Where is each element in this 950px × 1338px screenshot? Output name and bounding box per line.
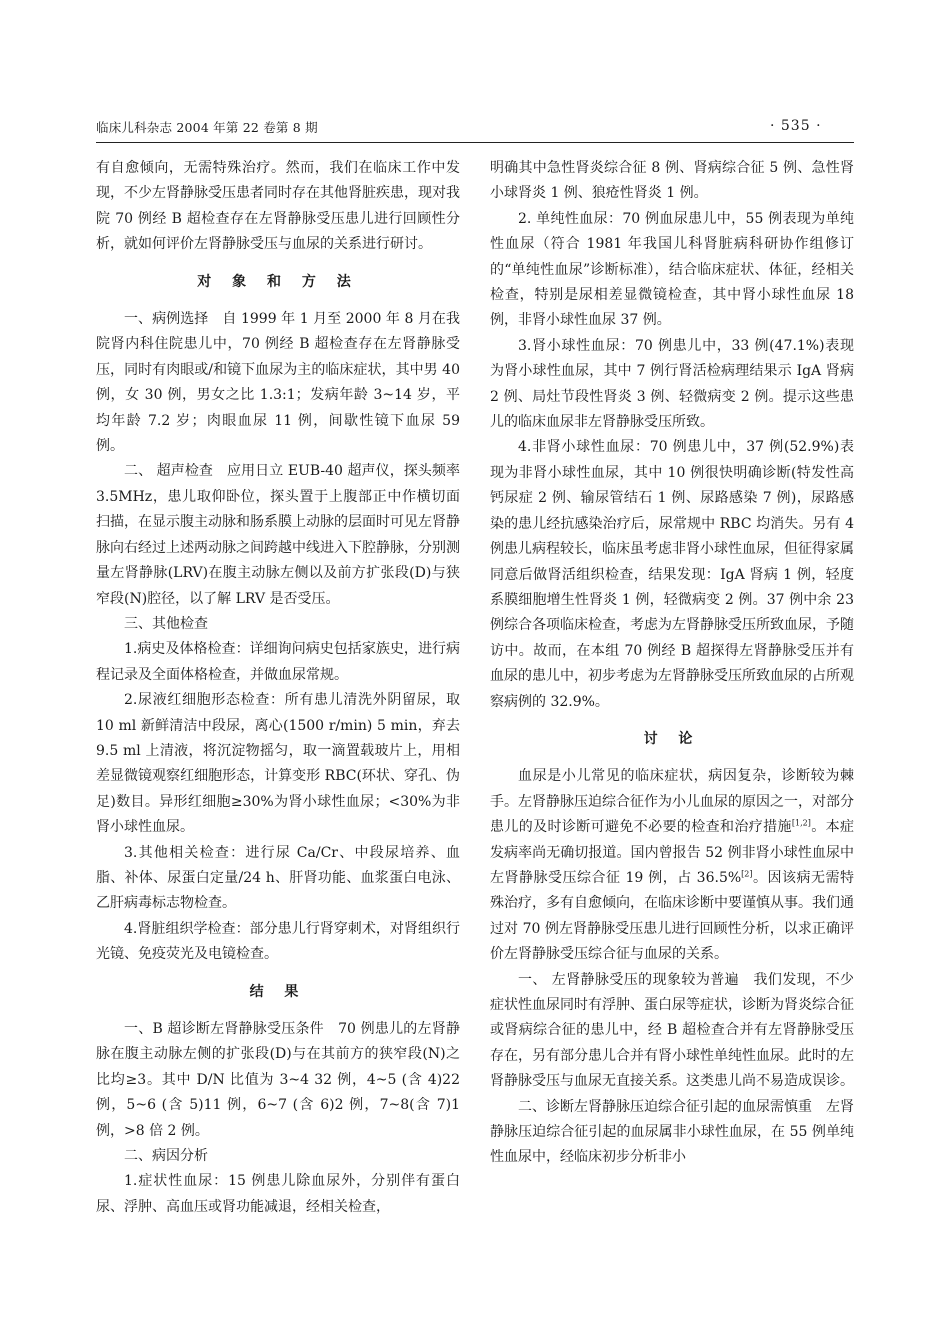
paragraph: 血尿是小儿常见的临床症状，病因复杂，诊断较为棘手。左肾静脉压迫综合征作为小儿血尿的原因之一，对部分患儿的及时诊断可避免不必要的检查和治疗措施[1,2]。本症发病率尚无确切报道。国内曾报告 52 例非肾小球性血尿中左肾静脉受压综合征 19 例，占 36.5%[2]。因该病无需特殊治疗，多有自愈倾向，在临床诊断中要谨慎从事。我们通过对 70 例左肾静脉受压患儿进行回顾性分析，以求正确评价左肾静脉受压综合征与血尿的关系。 (490, 768, 855, 963)
paragraph: 1.症状性血尿：15 例患儿除血尿外，分别伴有蛋白尿、浮肿、高血压或肾功能减退，经相关检查， (96, 1173, 460, 1215)
paragraph: 4.非肾小球性血尿：70 例患儿中，37 例(52.9%)表现为非肾小球性血尿，其中 10 例很快明确诊断(特发性高钙尿症 2 例、输尿管结石 1 例、尿路感染 7 例)，尿路感染的患儿经抗感染治疗后，尿常规中 RBC 均消失。另有 4 例患儿病程较长，临床虽考虑非肾小球性血尿，但征得家属同意后做肾活组织检查，结果发现：IgA 肾病 1 例，轻度系膜细胞增生性肾炎 1 例，轻微病变 2 例。37 例中余 23 例综合各项临床检查，考虑为左肾静脉受压所致血尿，予随访中。故而，在本组 70 例经 B 超探得左肾静脉受压并有血尿的患儿中，初步考虑为左肾静脉受压所致血尿的占所观察病例的 32.9%。 (490, 439, 854, 710)
journal-header: 临床儿科杂志 2004 年第 22 卷第 8 期 (96, 120, 318, 135)
paragraph: 4.肾脏组织学检查：部分患儿行肾穿刺术，对肾组织行光镜、免疫荧光及电镜检查。 (96, 920, 460, 963)
paragraph: 三、其他检查 (124, 615, 208, 632)
section-heading: 对 象 和 方 法 (197, 273, 359, 290)
paragraph: 有自愈倾向，无需特殊治疗。然而，我们在临床工作中发现，不少左肾静脉受压患者同时存在其他肾脏疾患，现对我院 70 例经 B 超检查存在左肾静脉受压患儿进行回顾性分析，就如何评价左肾静脉受压与血尿的关系进行研讨。 (96, 160, 460, 253)
paragraph: 二、 超声检查 应用日立 EUB-40 超声仪，探头频率 3.5MHz，患儿取仰卧位，探头置于上腹部正中作横切面扫描，在显示腹主动脉和肠系膜上动脉的层面时可见左肾静脉向右经过上述两动脉之间跨越中线进入下腔静脉，分别测量左肾静脉(LRV)在腹主动脉左侧以及前方扩张段(D)与狭窄段(N)腔径，以了解 LRV 是否受压。 (96, 463, 460, 607)
citation: [2] (741, 869, 753, 879)
paragraph: 明确其中急性肾炎综合征 8 例、肾病综合征 5 例、急性肾小球肾炎 1 例、狼疮性肾炎 1 例。 (490, 160, 854, 202)
header-rule (96, 142, 854, 143)
paragraph: 3.肾小球性血尿：70 例患儿中，33 例(47.1%)表现为肾小球性血尿，其中 7 例行肾活检病理结果示 IgA 肾病 2 例、局灶节段性肾炎 3 例、轻微病变 2 例。提示这些患儿的临床血尿非左肾静脉受压所致。 (490, 337, 854, 431)
paragraph: 一、B 超诊断左肾静脉受压条件 70 例患儿的左肾静脉在腹主动脉左侧的扩张段(D)与在其前方的狭窄段(N)之比均≥3。其中 D/N 比值为 3~4 32 例，4~5 (含 4)22 例，5~6 (含 5)11 例，6~7 (含 6)2 例，7~8(含 7)1 例，>8 倍 2 例。 (96, 1021, 460, 1139)
paragraph: 1.病史及体格检查：详细询问病史包括家族史，进行病程记录及全面体格检查，并做血尿常规。 (96, 641, 460, 683)
citation: [1,2] (791, 818, 811, 828)
paragraph: 2. 单纯性血尿：70 例血尿患儿中，55 例表现为单纯性血尿（符合 1981 年我国儿科肾脏病科研协作组修订的“单纯性血尿”诊断标准），结合临床症状、体征，经相关检查，特别是尿相差显微镜检查，其中肾小球性血尿 18 例，非肾小球性血尿 37 例。 (490, 210, 854, 329)
paragraph: 一、 左肾静脉受压的现象较为普遍 我们发现，不少症状性血尿同时有浮肿、蛋白尿等症状，诊断为肾炎综合征或肾病综合征的患儿中，经 B 超检查合并有左肾静脉受压存在，另有部分患儿合并有肾小球性单纯性血尿。此时的左肾静脉受压与血尿无直接关系。这类患儿尚不易造成误诊。 (490, 971, 854, 1090)
paragraph: 一、病例选择 自 1999 年 1 月至 2000 年 8 月在我院肾内科住院患儿中，70 例经 B 超检查存在左肾静脉受压，同时有肉眼或/和镜下血尿为主的临床症状，其中男 40 例，女 30 例，男女之比 1.3:1；发病年龄 3~14 岁，平均年龄 7.2 岁；肉眼血尿 11 例，间歇性镜下血尿 59 例。 (96, 311, 460, 455)
page-number: · 535 · (770, 118, 822, 134)
paragraph: 2.尿液红细胞形态检查：所有患儿清洗外阴留尿，取 10 ml 新鲜清洁中段尿，离心(1500 r/min) 5 min，弃去 9.5 ml 上清液，将沉淀物摇匀，取一滴置载玻片上，用相差显微镜观察红细胞形态，计算变形 RBC(环状、穿孔、伪足)数目。异形红细胞≥30%为肾小球性血尿；<30%为非肾小球性血尿。 (96, 692, 460, 836)
paragraph: 二、诊断左肾静脉压迫综合征引起的血尿需慎重 左肾静脉压迫综合征引起的血尿属非小球性血尿，在 55 例单纯性血尿中，经临床初步分析非小 (490, 1098, 854, 1166)
left-column (96, 156, 460, 1220)
right-column (490, 156, 854, 1171)
paragraph: 3.其他相关检查：进行尿 Ca/Cr、中段尿培养、血脂、补体、尿蛋白定量/24 h、肝肾功能、血浆蛋白电泳、乙肝病毒标志物检查。 (96, 844, 460, 912)
section-heading: 讨 论 (643, 730, 701, 747)
paragraph: 二、病因分析 (124, 1148, 208, 1165)
section-heading: 结 果 (249, 983, 307, 1000)
